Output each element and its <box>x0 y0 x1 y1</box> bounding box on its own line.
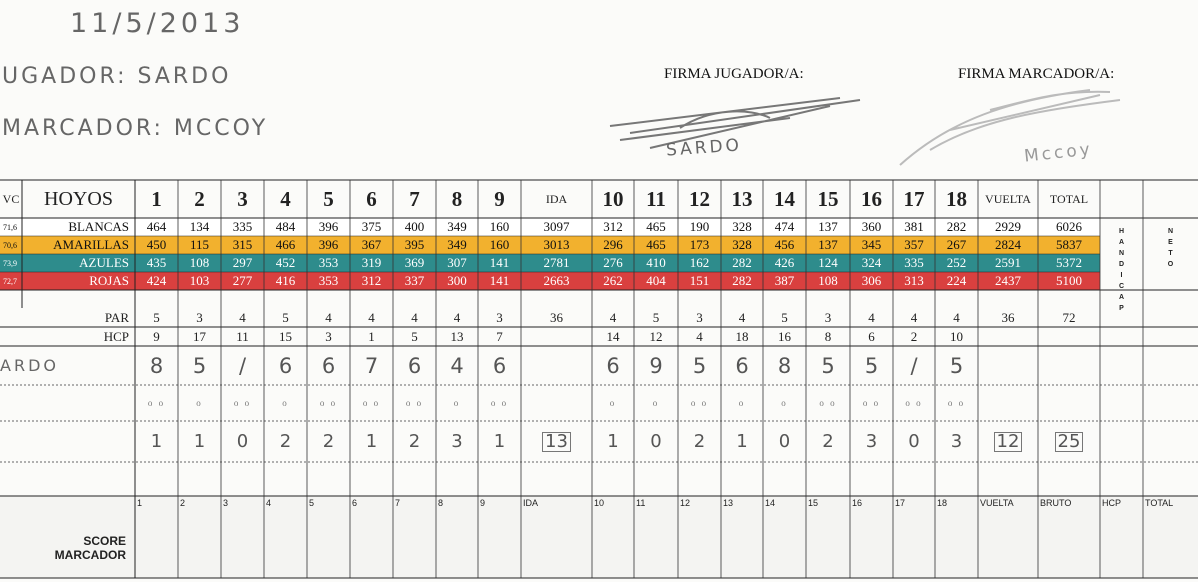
tee-distance: 312 <box>603 219 623 234</box>
stroke-handwritten: / <box>238 353 247 378</box>
stableford-points: 0 <box>778 431 791 452</box>
tee-course-value: 70,6 <box>3 240 17 250</box>
score-column-label: 6 <box>352 498 358 508</box>
tee-distance: 141 <box>489 273 510 288</box>
tee-vuelta-total: 2591 <box>995 255 1021 270</box>
stroke-handwritten: 6 <box>407 353 422 378</box>
score-column-label: IDA <box>523 498 539 508</box>
par-value: 3 <box>496 309 503 325</box>
tee-distance: 395 <box>404 237 425 252</box>
hcp-value: 12 <box>649 328 663 344</box>
hcp-value: 14 <box>606 328 620 344</box>
handicap-dots: o o <box>362 398 381 408</box>
hcp-value: 10 <box>950 328 963 344</box>
tee-grand-total: 6026 <box>1056 219 1082 234</box>
par-value: 5 <box>652 309 660 325</box>
tee-grand-total: 5837 <box>1056 237 1082 252</box>
points-vuelta-box: 12 <box>994 432 1023 452</box>
points-vuelta-total <box>978 421 1038 462</box>
tee-distance: 474 <box>774 219 795 234</box>
score-column-label: 14 <box>765 498 776 508</box>
score-column-label: 5 <box>309 498 315 508</box>
score-column-label: 1 <box>137 498 143 508</box>
tee-distance: 282 <box>732 273 752 288</box>
score-column-label: 2 <box>180 498 186 508</box>
tee-distance: 324 <box>861 255 882 270</box>
stroke-handwritten: 6 <box>735 353 749 378</box>
tee-name: ROJAS <box>89 273 129 288</box>
hole-number-header: 10 <box>602 186 624 211</box>
tee-distance: 160 <box>489 237 510 252</box>
par-value: 3 <box>824 309 832 325</box>
stroke-handwritten: 6 <box>492 353 507 378</box>
hcp-value: 5 <box>411 328 418 344</box>
hole-number-header: 13 <box>731 186 753 211</box>
stroke-handwritten: 8 <box>777 353 792 378</box>
tee-distance: 369 <box>404 255 425 270</box>
handicap-dots: o o <box>147 398 166 408</box>
stroke-handwritten: 4 <box>450 353 464 378</box>
par-value: 4 <box>738 309 746 325</box>
points-ida-total <box>521 421 592 462</box>
tee-course-value: 73,9 <box>3 258 17 268</box>
tee-distance: 282 <box>732 255 752 270</box>
tee-distance: 335 <box>904 255 924 270</box>
points-grand-total <box>1038 421 1100 462</box>
tee-distance: 151 <box>689 273 710 288</box>
handicap-dots: o <box>196 398 203 408</box>
tee-distance: 262 <box>603 273 623 288</box>
tee-distance: 134 <box>189 219 210 234</box>
stroke-handwritten: 5 <box>949 353 964 378</box>
hcp-label: HCP <box>103 328 129 344</box>
player-signature-text: SARDO <box>665 135 743 161</box>
tee-distance: 137 <box>818 219 838 234</box>
par-value: 4 <box>411 309 418 325</box>
handicap-dots: o o <box>319 398 338 408</box>
stableford-points: 0 <box>650 431 662 452</box>
handicap-dots: o o <box>233 398 252 408</box>
tee-distance: 124 <box>818 255 838 270</box>
tee-distance: 337 <box>404 273 425 288</box>
tee-distance: 452 <box>275 255 296 270</box>
score-column-label: 7 <box>395 498 401 508</box>
tee-distance: 312 <box>361 273 382 288</box>
tee-distance: 353 <box>318 273 339 288</box>
tee-distance: 345 <box>861 237 882 252</box>
hole-number-header: 9 <box>494 186 505 211</box>
score-marcador-text: SCORE MARCADOR <box>54 534 126 562</box>
stroke-handwritten: 6 <box>606 353 620 378</box>
stableford-points: 1 <box>607 431 619 452</box>
neto-vertical-label-text: N E T O <box>1167 228 1174 268</box>
tee-distance: 456 <box>774 237 795 252</box>
marker-name-handwritten: MARCADOR: MCCOY <box>2 116 269 141</box>
marker-signature-text: Mccoy <box>1023 139 1094 167</box>
stableford-points: 3 <box>950 431 963 452</box>
stableford-points: 2 <box>322 431 335 452</box>
par-value: 4 <box>910 309 918 325</box>
tee-course-value: 72,7 <box>3 276 17 286</box>
score-column-label: 9 <box>480 498 486 508</box>
tee-course-value: 71,6 <box>3 222 17 232</box>
tee-distance: 349 <box>447 237 467 252</box>
tee-distance: 400 <box>404 219 425 234</box>
handicap-dots: o o <box>905 398 923 408</box>
score-marcador-label <box>30 534 126 562</box>
hole-number-header: 2 <box>194 186 205 211</box>
score-column-label: 18 <box>937 498 948 508</box>
tee-distance: 103 <box>189 273 210 288</box>
tee-distance: 353 <box>318 255 339 270</box>
hcp-value: 4 <box>696 328 703 344</box>
tee-ida-total: 3097 <box>543 219 570 234</box>
score-column-label: 16 <box>852 498 863 508</box>
tee-ida-total: 3013 <box>543 237 570 252</box>
tee-distance: 115 <box>189 237 210 252</box>
hole-number-header: 12 <box>689 186 710 211</box>
handicap-vertical-label <box>1100 226 1143 336</box>
tee-vuelta-total: 2437 <box>995 273 1021 288</box>
tee-distance: 282 <box>946 219 967 234</box>
player-signature-label: FIRMA JUGADOR/A: <box>664 66 804 82</box>
tee-distance: 435 <box>146 255 167 270</box>
hole-number-header: 6 <box>366 186 377 211</box>
tee-distance: 173 <box>689 237 710 252</box>
score-column-label: BRUTO <box>1040 498 1072 508</box>
score-column-label: 11 <box>636 498 646 508</box>
tee-distance: 450 <box>146 237 167 252</box>
stableford-points: 3 <box>865 431 878 452</box>
tee-distance: 426 <box>774 255 795 270</box>
par-value: 5 <box>153 309 160 325</box>
tee-distance: 465 <box>646 219 666 234</box>
par-vuelta: 36 <box>1001 309 1015 325</box>
tee-distance: 276 <box>603 255 623 270</box>
marker-signature-label: FIRMA MARCADOR/A: <box>958 66 1115 82</box>
score-column-label: 13 <box>723 498 734 508</box>
handicap-dots: o o <box>819 398 837 408</box>
par-value: 4 <box>609 309 617 325</box>
stroke-handwritten: 7 <box>364 353 379 378</box>
tee-distance: 160 <box>489 219 510 234</box>
tee-distance: 381 <box>904 219 924 234</box>
hole-number-header: 8 <box>451 186 463 211</box>
tee-grand-total: 5100 <box>1056 273 1082 288</box>
tee-distance: 465 <box>646 237 666 252</box>
par-value: 5 <box>282 309 289 325</box>
score-column-label: HCP <box>1102 498 1122 508</box>
tee-distance: 360 <box>861 219 882 234</box>
stableford-points: 3 <box>451 431 463 452</box>
score-column-label: 17 <box>895 498 906 508</box>
score-column-label: 8 <box>438 498 444 508</box>
stroke-handwritten: 9 <box>649 353 663 378</box>
tee-grand-total: 5372 <box>1056 255 1082 270</box>
tee-distance: 306 <box>861 273 882 288</box>
tee-distance: 315 <box>232 237 253 252</box>
stableford-points: 0 <box>236 431 249 452</box>
tee-distance: 190 <box>689 219 710 234</box>
hole-number-header: 4 <box>280 186 291 211</box>
tee-vuelta-total: 2824 <box>995 237 1021 252</box>
score-column-label: VUELTA <box>980 498 1014 508</box>
tee-vuelta-total: 2929 <box>995 219 1021 234</box>
hcp-value: 3 <box>325 328 332 344</box>
handicap-dots: o o <box>405 398 424 408</box>
ida-header: IDA <box>545 191 568 206</box>
points-ida-box: 13 <box>542 432 571 452</box>
par-total: 72 <box>1062 309 1076 325</box>
stableford-points: 1 <box>193 431 206 452</box>
player-row-name: ARDO <box>0 356 59 375</box>
tee-distance: 137 <box>818 237 838 252</box>
stroke-handwritten: / <box>910 353 918 378</box>
par-value: 4 <box>368 309 375 325</box>
hole-number-header: 3 <box>237 186 248 211</box>
hcp-value: 2 <box>910 328 918 344</box>
tee-distance: 267 <box>946 237 967 252</box>
tee-distance: 375 <box>361 219 382 234</box>
tee-distance: 396 <box>318 219 339 234</box>
stroke-handwritten: 5 <box>821 353 835 378</box>
hole-number-header: 16 <box>861 186 882 211</box>
stroke-handwritten: 5 <box>864 353 879 378</box>
neto-vertical-label <box>1143 226 1198 336</box>
tee-name: AZULES <box>79 255 129 270</box>
hole-number-header: 7 <box>409 186 420 211</box>
tee-distance: 464 <box>146 219 167 234</box>
tee-distance: 484 <box>275 219 296 234</box>
tee-distance: 424 <box>146 273 167 288</box>
stableford-points: 1 <box>493 431 506 452</box>
stroke-handwritten: 5 <box>192 353 207 378</box>
hcp-value: 7 <box>496 328 503 344</box>
hcp-value: 18 <box>735 328 749 344</box>
tee-distance: 396 <box>318 237 339 252</box>
date-handwritten: 11/5/2013 <box>70 8 245 39</box>
tee-distance: 349 <box>447 219 467 234</box>
tee-distance: 335 <box>232 219 253 234</box>
hole-number-header: 14 <box>774 186 795 211</box>
hcp-value: 13 <box>450 328 464 344</box>
tee-name: AMARILLAS <box>53 237 129 252</box>
score-column-label: TOTAL <box>1145 498 1174 508</box>
handicap-dots: o <box>738 398 746 408</box>
score-column-label: 3 <box>223 498 229 508</box>
tee-ida-total: 2781 <box>543 255 570 270</box>
tee-distance: 108 <box>818 273 838 288</box>
hcp-value: 17 <box>193 328 206 344</box>
tee-distance: 108 <box>189 255 210 270</box>
tee-ida-total: 2663 <box>543 273 570 288</box>
score-column-label: 15 <box>808 498 819 508</box>
stableford-points: 1 <box>736 431 748 452</box>
tee-distance: 162 <box>689 255 710 270</box>
par-value: 4 <box>868 309 875 325</box>
hcp-value: 15 <box>279 328 292 344</box>
player-name-handwritten: UGADOR: SARDO <box>2 64 232 89</box>
handicap-dots: o <box>609 398 617 408</box>
score-column-label: 12 <box>680 498 691 508</box>
hole-number-header: 11 <box>646 186 666 211</box>
handicap-dots: o o <box>862 398 881 408</box>
handicap-dots: o o <box>947 398 966 408</box>
par-value: 4 <box>239 309 246 325</box>
tee-distance: 296 <box>603 237 623 252</box>
tee-distance: 357 <box>904 237 924 252</box>
handicap-dots: o <box>282 398 289 408</box>
stableford-points: 1 <box>150 431 163 452</box>
stableford-points: 2 <box>822 431 834 452</box>
handicap-dots: o <box>652 398 660 408</box>
handicap-dots: o o <box>490 398 509 408</box>
handicap-vertical-label-text: H A N D I C A P <box>1118 228 1125 312</box>
handicap-dots: o <box>453 398 461 408</box>
tee-distance: 224 <box>946 273 967 288</box>
tee-distance: 387 <box>774 273 795 288</box>
tee-distance: 404 <box>646 273 666 288</box>
tee-name: BLANCAS <box>68 219 129 234</box>
hole-number-header: 5 <box>323 186 334 211</box>
handicap-dots: o <box>781 398 788 408</box>
score-column-label: 10 <box>594 498 605 508</box>
vc-header: VC <box>2 191 20 206</box>
tee-distance: 328 <box>732 237 752 252</box>
par-value: 4 <box>953 309 960 325</box>
stableford-points: 0 <box>908 431 920 452</box>
tee-distance: 297 <box>232 255 253 270</box>
hcp-value: 9 <box>153 328 160 344</box>
score-column-label: 4 <box>266 498 272 508</box>
vuelta-header: VUELTA <box>985 191 1031 206</box>
tee-distance: 367 <box>361 237 382 252</box>
hcp-value: 16 <box>778 328 791 344</box>
tee-distance: 416 <box>275 273 296 288</box>
hcp-value: 11 <box>236 328 249 344</box>
tee-distance: 300 <box>447 273 467 288</box>
stableford-points: 2 <box>693 431 706 452</box>
par-ida: 36 <box>550 309 563 325</box>
par-label: PAR <box>104 309 129 325</box>
hole-number-header: 17 <box>903 186 925 211</box>
hole-number-header: 15 <box>817 186 839 211</box>
stableford-points: 1 <box>365 431 378 452</box>
tee-distance: 410 <box>646 255 666 270</box>
stroke-handwritten: 8 <box>149 353 164 378</box>
hole-number-header: 18 <box>946 186 967 211</box>
tee-distance: 141 <box>489 255 510 270</box>
total-header: TOTAL <box>1049 191 1089 206</box>
hole-number-header: 1 <box>151 186 162 211</box>
stableford-points: 2 <box>408 431 421 452</box>
handicap-dots: o o <box>690 398 709 408</box>
stableford-points: 2 <box>279 431 292 452</box>
par-value: 3 <box>196 309 203 325</box>
par-value: 5 <box>781 309 788 325</box>
tee-distance: 277 <box>232 273 253 288</box>
tee-distance: 252 <box>946 255 967 270</box>
par-value: 4 <box>325 309 332 325</box>
points-total-box: 25 <box>1055 432 1084 452</box>
hoyos-header: HOYOS <box>44 187 113 210</box>
hcp-value: 1 <box>368 328 375 344</box>
stroke-handwritten: 6 <box>321 353 336 378</box>
hcp-value: 8 <box>824 328 832 344</box>
tee-distance: 319 <box>361 255 382 270</box>
tee-distance: 466 <box>275 237 296 252</box>
tee-distance: 313 <box>904 273 924 288</box>
par-value: 4 <box>453 309 461 325</box>
par-value: 3 <box>696 309 703 325</box>
stroke-handwritten: 5 <box>692 353 707 378</box>
hcp-value: 6 <box>868 328 875 344</box>
stroke-handwritten: 6 <box>278 353 293 378</box>
tee-distance: 307 <box>447 255 467 270</box>
tee-distance: 328 <box>732 219 752 234</box>
